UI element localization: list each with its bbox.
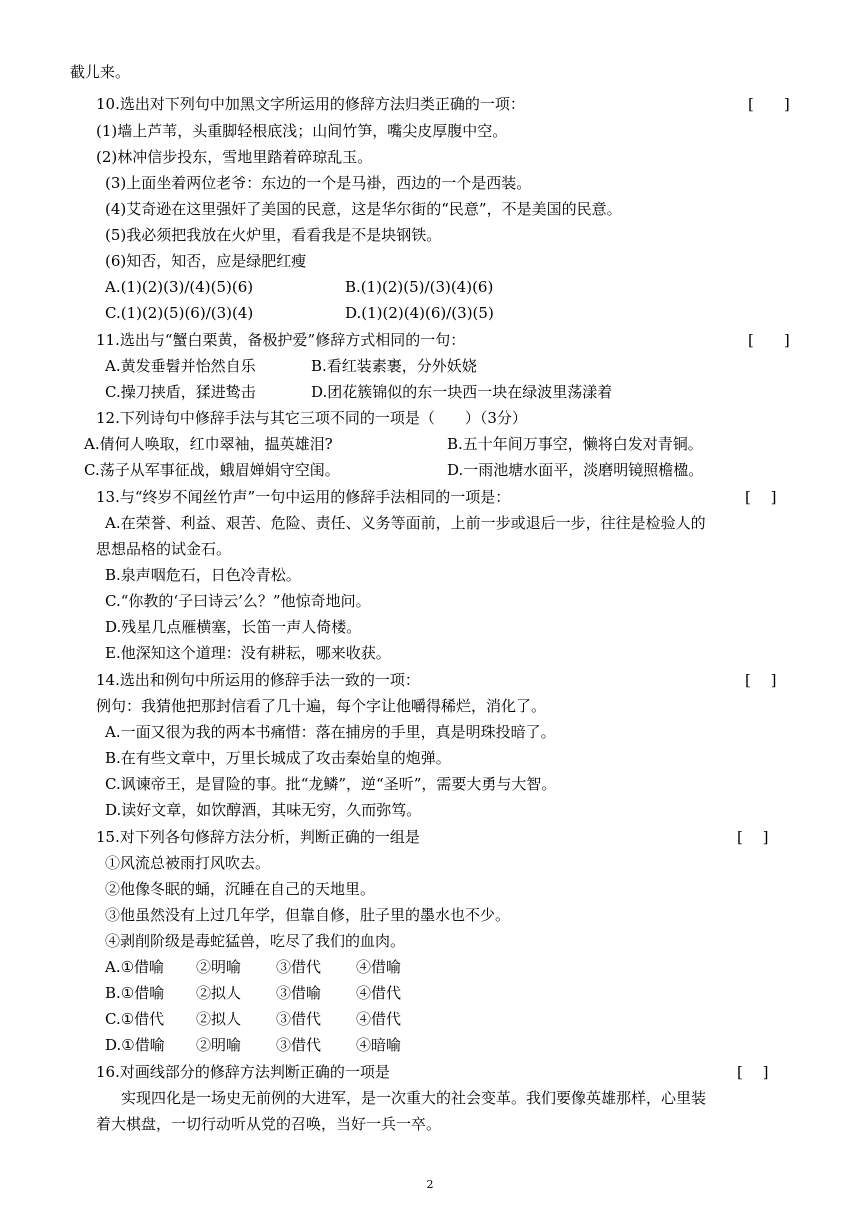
option-item: D.团花簇锦似的东一块西一块在绿波里荡漾着: [311, 383, 613, 401]
option-item: ②明喻: [196, 958, 242, 976]
text-line: B.在有些文章中，万里长城成了攻击秦始皇的炮弹。: [105, 749, 451, 767]
option-item: B.五十年间万事空，懒将白发对青铜。: [447, 435, 703, 453]
option-item: B.看红装素裹，分外妖娆: [311, 357, 477, 375]
text-line: 11.选出与“蟹白栗黄，备极护爱”修辞方式相同的一句：: [96, 331, 466, 349]
option-item: ④借代: [356, 984, 402, 1002]
answer-bracket: [ ]: [748, 95, 790, 113]
text-line: 13.与“终岁不闻丝竹声”一句中运用的修辞手法相同的一项是：: [96, 488, 511, 506]
text-line: 16.对画线部分的修辞方法判断正确的一项是: [96, 1063, 390, 1081]
text-line: ④剥削阶级是毒蛇猛兽，吃尽了我们的血肉。: [105, 932, 406, 950]
text-line: A.一面又很为我的两本书痛惜：落在捕房的手里，真是明珠投暗了。: [105, 723, 556, 741]
option-item: ②拟人: [196, 1010, 242, 1028]
text-line: ①风流总被雨打风吹去。: [105, 854, 271, 872]
option-item: C.(1)(2)(5)(6)/(3)(4): [105, 304, 254, 322]
option-item: ③借代: [276, 1010, 322, 1028]
answer-bracket: [ ]: [737, 828, 769, 846]
answer-bracket: [ ]: [745, 671, 777, 689]
text-line: 12.下列诗句中修辞手法与其它三项不同的一项是（ ）（3分）: [96, 409, 527, 427]
option-item: C.荡子从军事征战，蛾眉婵娟守空闺。: [84, 461, 340, 479]
text-line: 实现四化是一场史无前例的大进军，是一次重大的社会变革。我们要像英雄那样，心里装: [121, 1089, 707, 1107]
text-line: 思想品格的试金石。: [96, 540, 232, 558]
text-line: A.在荣誉、利益、艰苦、危险、责任、义务等面前，上前一步或退后一步，往往是检验人的: [105, 514, 706, 532]
answer-bracket: [ ]: [748, 331, 790, 349]
answer-bracket: [ ]: [737, 1063, 769, 1081]
text-line: (6)知否，知否，应是绿肥红瘦: [105, 252, 307, 270]
text-line: E.他深知这个道理：没有耕耘，哪来收获。: [105, 644, 391, 662]
option-item: A.倩何人唤取，红巾翠袖，揾英雄泪?: [84, 435, 333, 453]
option-item: D.(1)(2)(4)(6)/(3)(5): [345, 304, 494, 322]
text-line: 10.选出对下列句中加黑文字所运用的修辞方法归类正确的一项：: [96, 95, 525, 113]
page-number: 2: [426, 1178, 434, 1191]
option-item: B.①借喻: [105, 984, 165, 1002]
option-item: ③借喻: [276, 984, 322, 1002]
option-item: ④暗喻: [356, 1036, 402, 1054]
option-item: ③借代: [276, 958, 322, 976]
text-line: 14.选出和例句中所运用的修辞手法一致的一项：: [96, 671, 420, 689]
text-line: 15.对下列各句修辞方法分析，判断正确的一组是: [96, 828, 420, 846]
option-item: ②明喻: [196, 1036, 242, 1054]
option-item: C.操刀挟盾，猱进鸷击: [105, 383, 256, 401]
option-item: ④借代: [356, 1010, 402, 1028]
option-item: A.黄发垂髫并怡然自乐: [105, 357, 256, 375]
text-line: (2)林冲信步投东，雪地里踏着碎琼乱玉。: [96, 148, 373, 166]
answer-bracket: [ ]: [745, 488, 777, 506]
text-line: D.读好文章，如饮醇酒，其味无穷，久而弥笃。: [105, 801, 422, 819]
option-item: ③借代: [276, 1036, 322, 1054]
text-line: 例句：我猜他把那封信看了几十遍，每个字让他嚼得稀烂，消化了。: [96, 697, 547, 715]
option-item: ④借喻: [356, 958, 402, 976]
text-line: (5)我必须把我放在火炉里，看看我是不是块钢铁。: [105, 226, 442, 244]
option-item: C.①借代: [105, 1010, 165, 1028]
option-item: D.一雨池塘水面平，淡磨明镜照檐楹。: [447, 461, 704, 479]
text-line: ③他虽然没有上过几年学，但靠自修，肚子里的墨水也不少。: [105, 906, 511, 924]
text-line: (1)墙上芦苇，头重脚轻根底浅；山间竹笋，嘴尖皮厚腹中空。: [96, 122, 508, 140]
text-line: ②他像冬眠的蛹，沉睡在自己的天地里。: [105, 880, 376, 898]
text-line: C.“你教的‘子曰诗云’么？”他惊奇地问。: [105, 592, 371, 610]
text-line: D.残星几点雁横塞，长笛一声人倚楼。: [105, 618, 362, 636]
text-line: 截儿来。: [70, 63, 131, 81]
option-item: A.(1)(2)(3)/(4)(5)(6): [105, 278, 254, 296]
option-item: ②拟人: [196, 984, 242, 1002]
option-item: B.(1)(2)(5)/(3)(4)(6): [345, 278, 494, 296]
text-line: (4)艾奇逊在这里强奸了美国的民意，这是华尔街的“民意”，不是美国的民意。: [105, 200, 622, 218]
option-item: D.①借喻: [105, 1036, 165, 1054]
text-line: C.讽谏帝王，是冒险的事。批“龙鳞”，逆“圣听”，需要大勇与大智。: [105, 775, 557, 793]
text-line: B.泉声咽危石，日色冷青松。: [105, 566, 301, 584]
text-line: (3)上面坐着两位老爷：东边的一个是马褂，西边的一个是西装。: [105, 174, 532, 192]
text-line: 着大棋盘，一切行动听从党的召唤，当好一兵一卒。: [96, 1115, 442, 1133]
option-item: A.①借喻: [105, 958, 165, 976]
